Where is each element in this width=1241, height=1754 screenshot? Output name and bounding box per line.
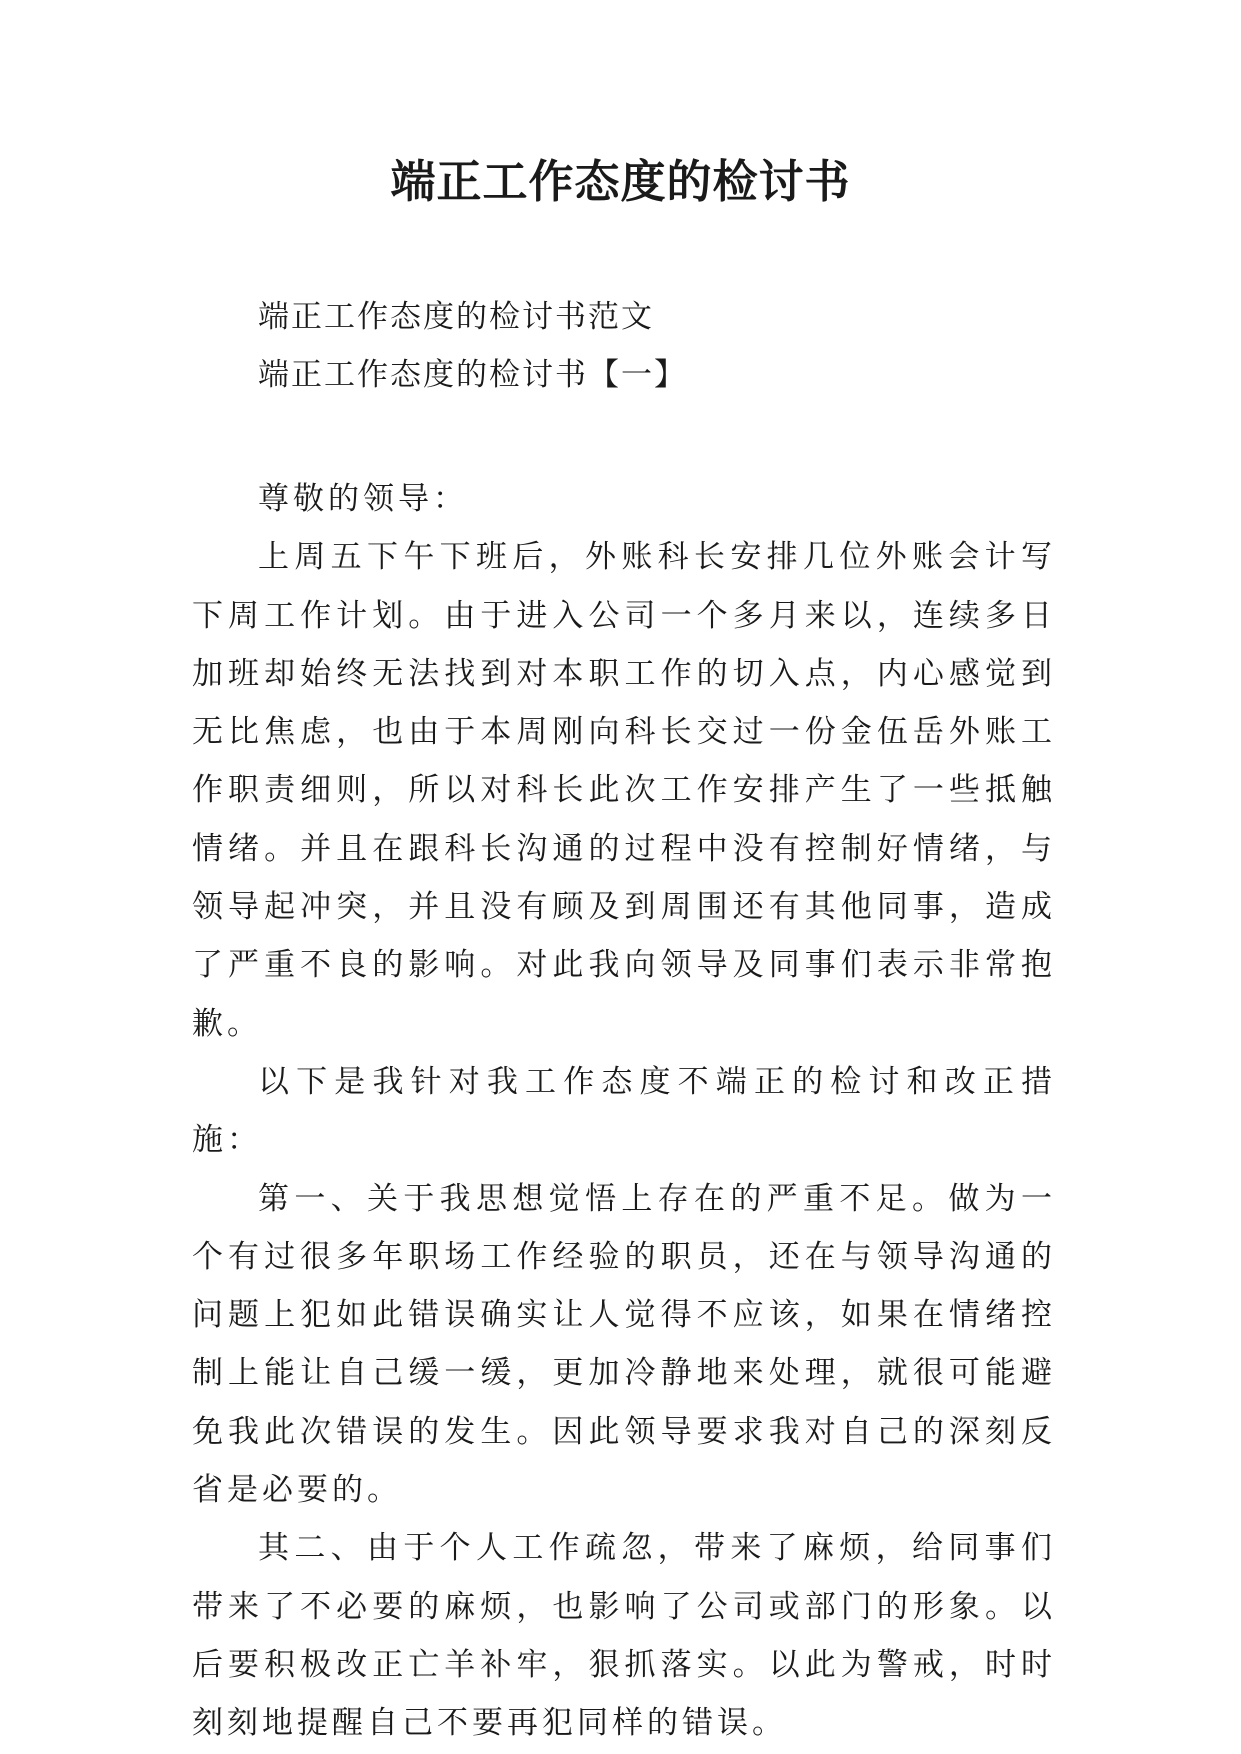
body-paragraph: 第一、关于我思想觉悟上存在的严重不足。做为一个有过很多年职场工作经验的职员，还在与领导沟通的问题上犯如此错误确实让人觉得不应该，如果在情绪控制上能让自己缓一缓，更加冷静地来处理，就很可能避免我此次错误的发生。因此领导要求我对自己的深刻反省是必要的。 bbox=[192, 1180, 1056, 1509]
document-title: 端正工作态度的检讨书 bbox=[390, 155, 851, 208]
section-heading: 端正工作态度的检讨书【一】 bbox=[258, 357, 687, 393]
document-subtitle: 端正工作态度的检讨书范文 bbox=[258, 299, 654, 335]
body-paragraph: 其二、由于个人工作疏忽，带来了麻烦，给同事们带来了不必要的麻烦，也影响了公司或部门的形象。以后要积极改正亡羊补牢，狠抓落实。以此为警戒，时时刻刻地提醒自己不要再犯同样的错误。 bbox=[192, 1530, 1056, 1742]
document-body bbox=[192, 470, 1056, 1753]
body-paragraph: 以下是我针对我工作态度不端正的检讨和改正措施： bbox=[192, 1063, 1056, 1159]
body-paragraph: 上周五下午下班后，外账科长安排几位外账会计写下周工作计划。由于进入公司一个多月来以，连续多日加班却始终无法找到对本职工作的切入点，内心感觉到无比焦虑，也由于本周刚向科长交过一份金伍岳外账工作职责细则，所以对科长此次工作安排产生了一些抵触情绪。并且在跟科长沟通的过程中没有控制好情绪，与领导起冲突，并且没有顾及到周围还有其他同事，造成了严重不良的影响。对此我向领导及同事们表示非常抱歉。 bbox=[192, 539, 1056, 1042]
salutation: 尊敬的领导： bbox=[258, 481, 468, 517]
